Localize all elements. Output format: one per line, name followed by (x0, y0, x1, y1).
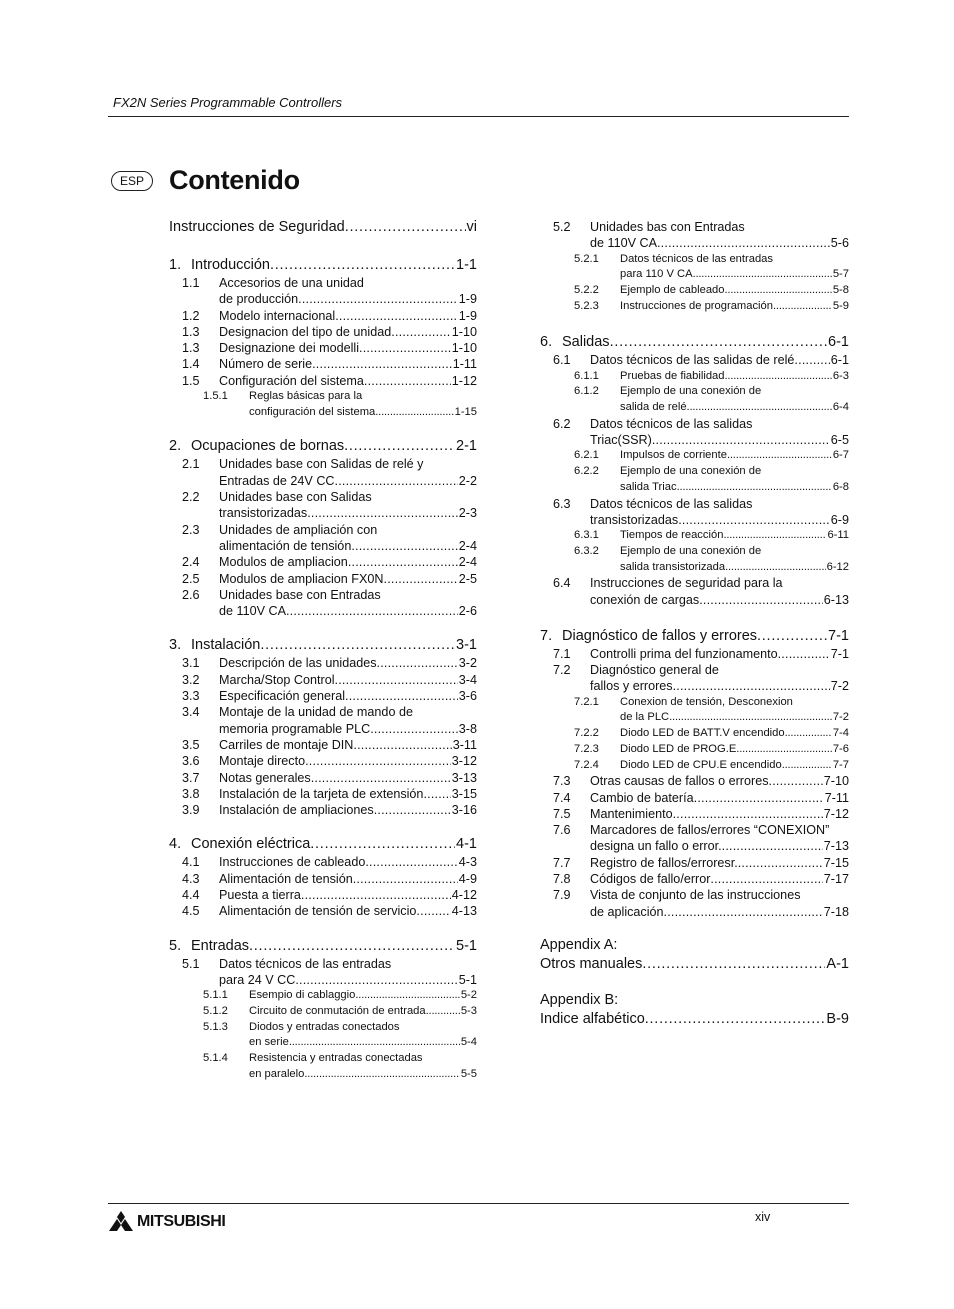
toc-entry-5-1-3[interactable]: 5.1.3 Diodos y entradas conectados en serie . . . 5-4 (169, 1020, 477, 1051)
toc-entry-5-1-4[interactable]: 5.1.4 Resistencia y entradas conectadas en paralelo . . . 5-5 (169, 1051, 477, 1082)
toc-entry-1-5-1[interactable]: 1.5.1 Reglas básicas para la configuración del sistema . . . 1-15 (169, 389, 477, 420)
toc-entry-3-6[interactable]: 3.6 Montaje directo . . . 3-12 (169, 753, 477, 769)
toc-entry-2-2[interactable]: 2.2 Unidades base con Salidas transistorizadas . . . 2-3 (169, 489, 477, 522)
appendix-a-label: Appendix A: (540, 936, 618, 953)
toc-entry-7-6[interactable]: 7.6 Marcadores de fallos/errores “CONEXION” designa un fallo o error. . . . 7-13 (540, 822, 849, 855)
toc-entry-3-8[interactable]: 3.8 Instalación de la tarjeta de extensión . . . 3-15 (169, 786, 477, 802)
page-number: xiv (755, 1210, 771, 1224)
toc-entry-2-4[interactable]: 2.4 Modulos de ampliacion . . . 2-4 (169, 554, 477, 570)
toc-chapter-4[interactable]: 4. Conexión eléctrica . . . 4-1 (169, 834, 477, 854)
toc-entry-7-2[interactable]: 7.2 Diagnóstico general de fallos y errores . . . 7-2 (540, 662, 849, 695)
toc-entry-6-1-1[interactable]: 6.1.1 Pruebas de fiabilidad . . . 6-3 (540, 369, 849, 385)
toc-chapter-5[interactable]: 5. Entradas . . . 5-1 (169, 936, 477, 956)
toc-chapter-1[interactable]: 1. Introducción . . . 1-1 (169, 255, 477, 275)
toc-entry-6-2[interactable]: 6.2 Datos técnicos de las salidas Triac(SSR) . . . 6-5 (540, 416, 849, 449)
footer-rule (108, 1203, 849, 1204)
toc-entry-3-4[interactable]: 3.4 Montaje de la unidad de mando de memoria programable PLC . . . 3-8 (169, 704, 477, 737)
toc-entry-7-8[interactable]: 7.8 Códigos de fallo/error . . . 7-17 (540, 871, 849, 887)
toc-entry-3-3[interactable]: 3.3 Especificación general . . . 3-6 (169, 688, 477, 704)
mitsubishi-logo (108, 1211, 225, 1233)
toc-entry-2-5[interactable]: 2.5 Modulos de ampliacion FX0N . . . 2-5 (169, 571, 477, 587)
toc-entry-1-4[interactable]: 1.4 Número de serie . . . 1-11 (169, 356, 477, 372)
toc-entry-3-1[interactable]: 3.1 Descripción de las unidades . . . 3-2 (169, 655, 477, 671)
toc-appendix-a[interactable]: Appendix A: Otros manuales . . . A-1 (540, 936, 849, 975)
header-rule (108, 116, 849, 117)
toc-entry-3-5[interactable]: 3.5 Carriles de montaje DIN . . . 3-11 (169, 737, 477, 753)
toc-entry-3-7[interactable]: 3.7 Notas generales . . . 3-13 (169, 770, 477, 786)
toc-entry-3-2[interactable]: 3.2 Marcha/Stop Control . . . 3-4 (169, 672, 477, 688)
toc-entry-1-2[interactable]: 1.2 Modelo internacional . . . 1-9 (169, 308, 477, 324)
toc-entry-2-1[interactable]: 2.1 Unidades base con Salidas de relé y Entradas de 24V CC . . . 2-2 (169, 456, 477, 489)
toc-entry-4-4[interactable]: 4.4 Puesta a tierra . . . 4-12 (169, 887, 477, 903)
toc-entry-5-2[interactable]: 5.2 Unidades bas con Entradas de 110V CA . . . 5-6 (540, 219, 849, 252)
toc-entry-7-2-1[interactable]: 7.2.1 Conexion de tensión, Desconexion de la PLC . . . 7-2 (540, 695, 849, 726)
toc-entry-6-3-1[interactable]: 6.3.1 Tiempos de reacción . . . 6-11 (540, 528, 849, 544)
toc-chapter-6[interactable]: 6. Salidas . . . 6-1 (540, 332, 849, 352)
toc-entry-6-3[interactable]: 6.3 Datos técnicos de las salidas transistorizadas . . . 6-9 (540, 496, 849, 529)
toc-chapter-3[interactable]: 3. Instalación . . . 3-1 (169, 635, 477, 655)
toc-entry-4-5[interactable]: 4.5 Alimentación de tensión de servicio . . . 4-13 (169, 903, 477, 919)
toc-chapter-2[interactable]: 2. Ocupaciones de bornas . . . 2-1 (169, 436, 477, 456)
toc-entry-4-3[interactable]: 4.3 Alimentación de tensión . . . 4-9 (169, 871, 477, 887)
toc-entry-7-3[interactable]: 7.3 Otras causas de fallos o errores . . . 7-10 (540, 773, 849, 789)
toc-entry-6-4[interactable]: 6.4 Instrucciones de seguridad para la conexión de cargas . . . 6-13 (540, 575, 849, 608)
toc-entry-7-4[interactable]: 7.4 Cambio de batería . . . 7-11 (540, 790, 849, 806)
logo-text: MITSUBISHI (137, 1213, 226, 1230)
toc-entry-7-9[interactable]: 7.9 Vista de conjunto de las instrucciones de aplicación . . . 7-18 (540, 887, 849, 920)
toc-entry-4-1[interactable]: 4.1 Instrucciones de cableado . . . 4-3 (169, 854, 477, 870)
three-diamonds-icon (108, 1211, 134, 1233)
language-badge: ESP (111, 171, 153, 191)
toc-entry-6-3-2[interactable]: 6.3.2 Ejemplo de una conexión de salida transistorizada . . . 6-12 (540, 544, 849, 575)
toc-entry-5-2-2[interactable]: 5.2.2 Ejemplo de cableado . . . 5-8 (540, 283, 849, 299)
toc-entry-2-3[interactable]: 2.3 Unidades de ampliación con alimentación de tensión . . . 2-4 (169, 522, 477, 555)
toc-entry-1-3b[interactable]: 1.3 Designazione dei modelli . . . 1-10 (169, 340, 477, 356)
toc-entry-5-2-3[interactable]: 5.2.3 Instrucciones de programación . . . 5-9 (540, 299, 849, 315)
toc-entry-6-2-2[interactable]: 6.2.2 Ejemplo de una conexión de salida Triac . . . 6-8 (540, 464, 849, 495)
toc-entry-5-1-1[interactable]: 5.1.1 Esempio di cablaggio . . . 5-2 (169, 988, 477, 1004)
toc-entry-6-1[interactable]: 6.1 Datos técnicos de las salidas de relé . . . 6-1 (540, 352, 849, 368)
toc-entry-7-5[interactable]: 7.5 Mantenimiento . . . 7-12 (540, 806, 849, 822)
running-header: FX2N Series Programmable Controllers (113, 95, 343, 110)
toc-entry-1-1[interactable]: 1.1 Accesorios de una unidad de producción . . . 1-9 (169, 275, 477, 308)
toc-entry-5-1-2[interactable]: 5.1.2 Circuito de conmutación de entrada . . . 5-3 (169, 1004, 477, 1020)
toc-entry-7-2-3[interactable]: 7.2.3 Diodo LED de PROG.E . . . 7-6 (540, 742, 849, 758)
toc-entry-safety[interactable]: Instrucciones de Seguridad . . . vi (169, 217, 477, 237)
toc-entry-3-9[interactable]: 3.9 Instalación de ampliaciones . . . 3-16 (169, 802, 477, 818)
toc-right-column (540, 219, 849, 1030)
toc-entry-7-2-4[interactable]: 7.2.4 Diodo LED de CPU.E encendido . . . 7-7 (540, 758, 849, 774)
toc-appendix-b[interactable]: Appendix B: Indice alfabético . . . B-9 (540, 991, 849, 1030)
toc-entry-6-1-2[interactable]: 6.1.2 Ejemplo de una conexión de salida de relé . . . 6-4 (540, 384, 849, 415)
toc-chapter-7[interactable]: 7. Diagnóstico de fallos y errores . . . 7-1 (540, 626, 849, 646)
toc-entry-5-1[interactable]: 5.1 Datos técnicos de las entradas para 24 V CC . . . 5-1 (169, 956, 477, 989)
toc-entry-7-1[interactable]: 7.1 Controlli prima del funzionamento . . . 7-1 (540, 646, 849, 662)
page-title: Contenido (169, 165, 300, 195)
toc-entry-2-6[interactable]: 2.6 Unidades base con Entradas de 110V CA . . . 2-6 (169, 587, 477, 620)
toc-entry-1-5[interactable]: 1.5 Configuración del sistema . . . 1-12 (169, 373, 477, 389)
toc-entry-6-2-1[interactable]: 6.2.1 Impulsos de corriente . . . 6-7 (540, 448, 849, 464)
toc-left-column (169, 217, 477, 1082)
appendix-b-label: Appendix B: (540, 991, 619, 1008)
toc-entry-1-3a[interactable]: 1.3 Designacion del tipo de unidad . . . 1-10 (169, 324, 477, 340)
toc-entry-7-2-2[interactable]: 7.2.2 Diodo LED de BATT.V encendido . . . 7-4 (540, 726, 849, 742)
toc-entry-7-7[interactable]: 7.7 Registro de fallos/erroresr. . . . 7-15 (540, 855, 849, 871)
toc-entry-5-2-1[interactable]: 5.2.1 Datos técnicos de las entradas para 110 V CA . . . 5-7 (540, 252, 849, 283)
